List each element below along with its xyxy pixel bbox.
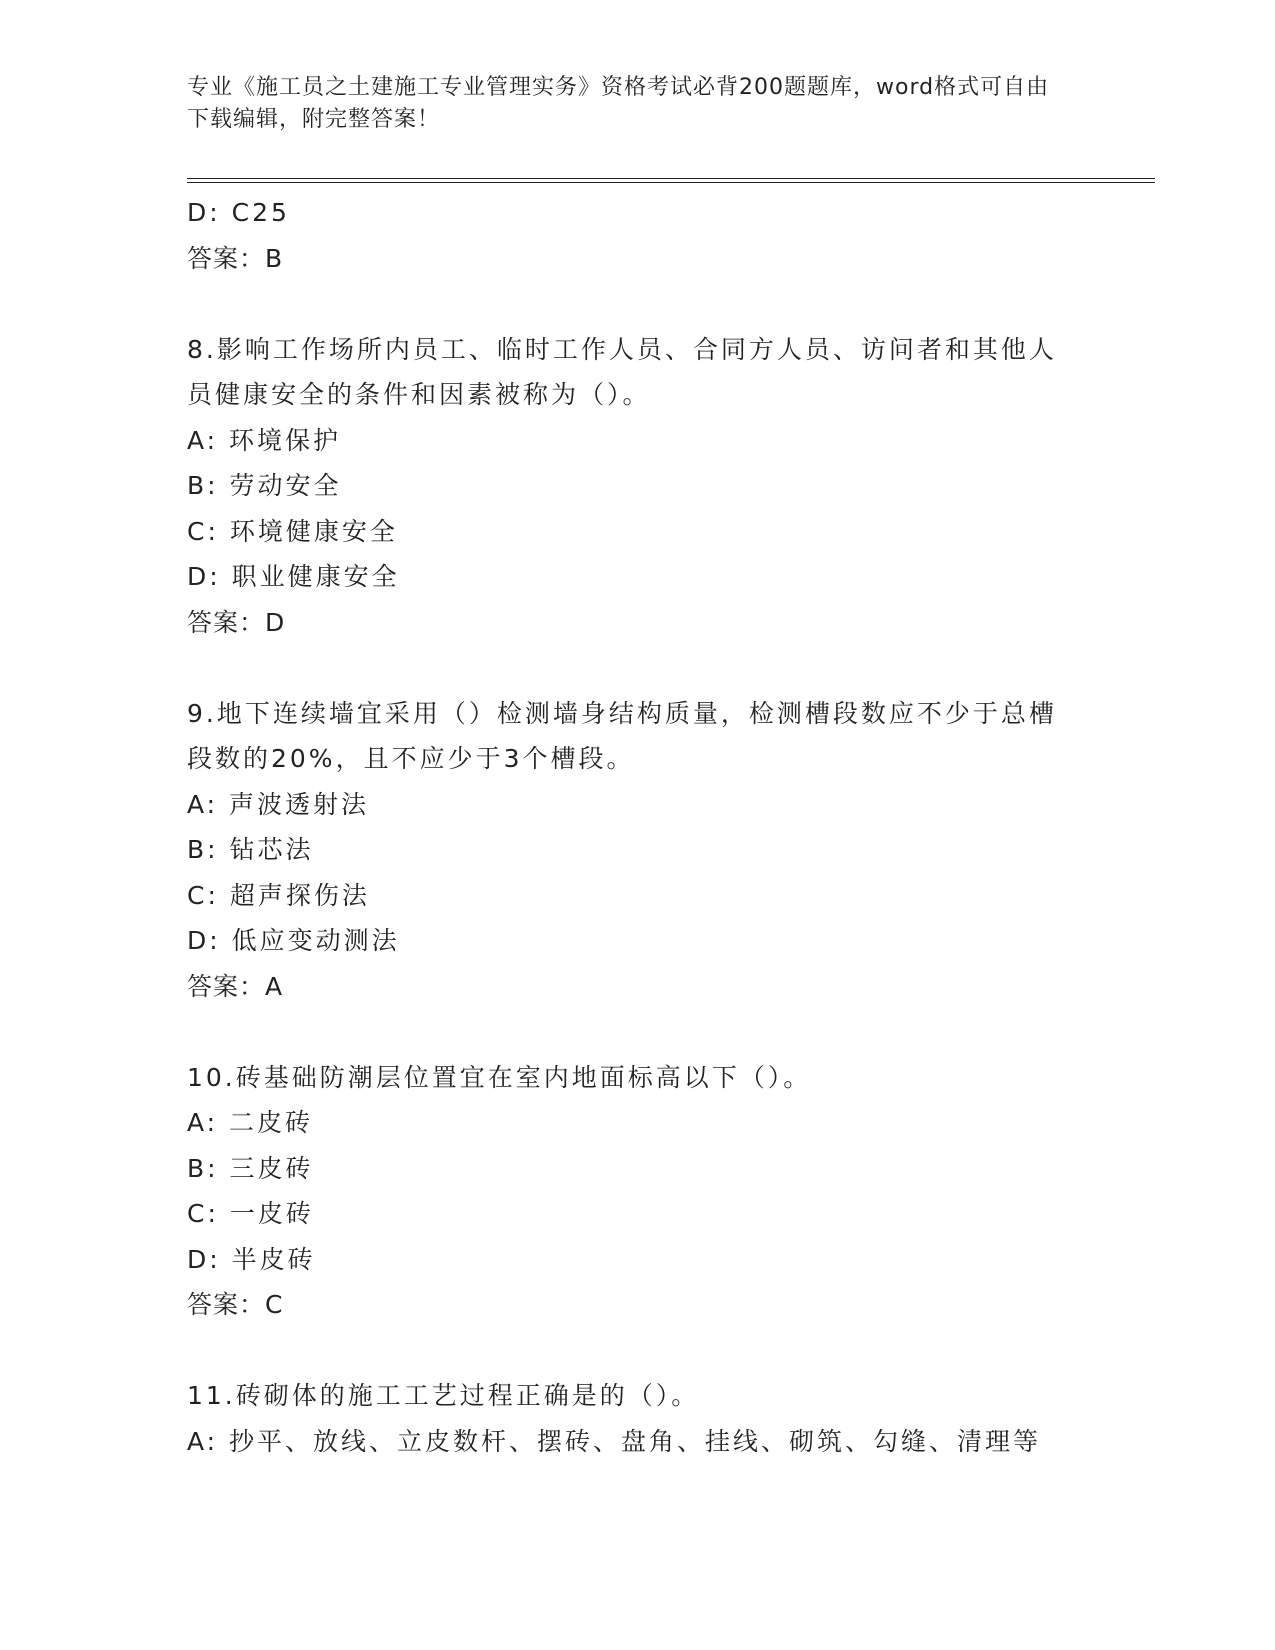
answer-line: 答案：B xyxy=(187,243,284,273)
option-d: D: 职业健康安全 xyxy=(187,562,400,591)
answer-line: 答案：A xyxy=(187,971,284,1001)
option-a: A: 二皮砖 xyxy=(187,1108,314,1137)
question-stem: 8.影响工作场所内员工、临时工作人员、合同方人员、访问者和其他人员健康安全的条件和因素被称为（）。 xyxy=(187,334,1057,409)
spacer xyxy=(187,1009,1087,1055)
option-a: A: 抄平、放线、立皮数杆、摆砖、盘角、挂线、砌筑、勾缝、清理等 xyxy=(187,1426,1042,1456)
spacer xyxy=(187,1328,1087,1374)
question-stem: 11.砖砌体的施工工艺过程正确是的（）。 xyxy=(187,1381,700,1410)
question-stem: 9.地下连续墙宜采用（）检测墙身结构质量，检测槽段数应不少于总槽段数的20%，且不应少于3个槽段。 xyxy=(187,698,1057,773)
option-d: D: 半皮砖 xyxy=(187,1244,316,1274)
option-d: D: 低应变动测法 xyxy=(187,926,400,955)
question-stem: 10.砖基础防潮层位置宜在室内地面标高以下（）。 xyxy=(187,1062,812,1092)
question-list xyxy=(187,190,1087,1464)
header-title: 专业《施工员之土建施工专业管理实务》资格考试必背200题题库，word格式可自由下载编辑，附完整答案！ xyxy=(187,75,1050,132)
spacer xyxy=(187,645,1087,691)
option-a: A: 声波透射法 xyxy=(187,789,370,819)
option-a: A: 环境保护 xyxy=(187,425,342,455)
answer-line: 答案：C xyxy=(187,1290,284,1319)
option-b: B: 劳动安全 xyxy=(187,471,342,500)
option-c: C: 一皮砖 xyxy=(187,1199,314,1228)
option-c: C: 超声探伤法 xyxy=(187,880,370,910)
option-b: B: 三皮砖 xyxy=(187,1153,314,1183)
answer-line: 答案：D xyxy=(187,607,286,637)
option-b: B: 钻芯法 xyxy=(187,835,314,864)
header-rule-bottom xyxy=(187,182,1155,183)
option-c: C: 环境健康安全 xyxy=(187,516,398,546)
option-d: D: C25 xyxy=(187,198,290,227)
header-rule-top xyxy=(187,178,1155,179)
document-header xyxy=(187,72,1067,136)
spacer xyxy=(187,281,1087,327)
